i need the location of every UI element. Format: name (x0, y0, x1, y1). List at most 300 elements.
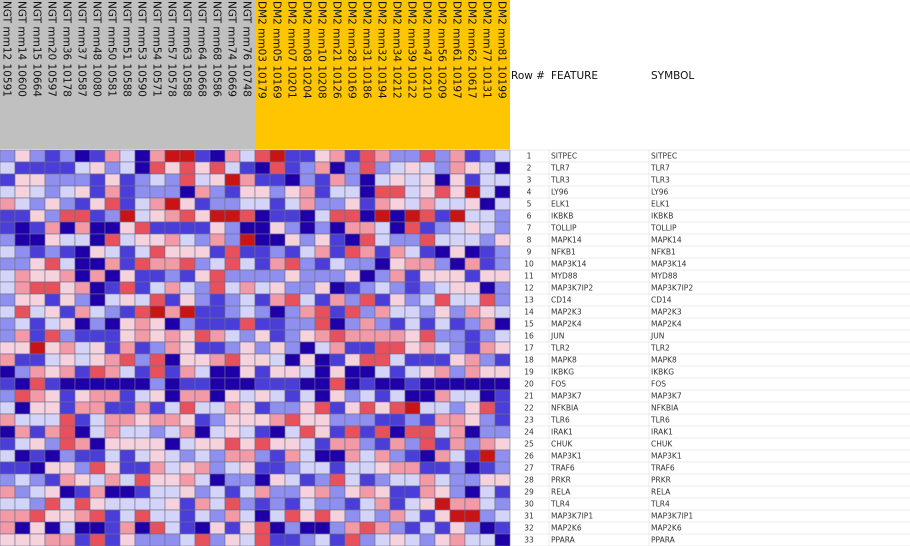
row-symbol: MAPK8 (651, 355, 677, 365)
heatmap-cell (0, 378, 15, 390)
heatmap-cell (225, 378, 240, 390)
heatmap-cell (495, 510, 510, 522)
row-symbol: LY96 (651, 187, 669, 197)
heatmap-cell (165, 186, 180, 198)
heatmap-cell (180, 402, 195, 414)
heatmap-cell (195, 234, 210, 246)
heatmap-cell (405, 474, 420, 486)
heatmap-cell (435, 270, 450, 282)
heatmap-cell (0, 174, 15, 186)
heatmap-cell (165, 426, 180, 438)
row-feature: MAP3K7 (551, 391, 582, 401)
heatmap-cell (300, 294, 315, 306)
column-label: NGT mm12 10591 (0, 1, 13, 97)
heatmap-cell (315, 426, 330, 438)
row-number: 1 (526, 151, 532, 161)
heatmap-cell (195, 462, 210, 474)
heatmap-cell (330, 162, 345, 174)
row-symbol: IKBKG (651, 367, 675, 377)
row-symbol: NFKBIA (651, 403, 679, 413)
heatmap-cell (15, 210, 30, 222)
heatmap-cell (105, 414, 120, 426)
heatmap-cell (75, 222, 90, 234)
heatmap-cell (30, 486, 45, 498)
heatmap-cell (120, 510, 135, 522)
heatmap-cell (375, 342, 390, 354)
heatmap-cell (225, 474, 240, 486)
heatmap-cell (165, 270, 180, 282)
heatmap-cell (0, 270, 15, 282)
heatmap-cell (390, 150, 405, 162)
heatmap-cell (360, 150, 375, 162)
row-number: 6 (526, 211, 532, 221)
heatmap-cell (195, 174, 210, 186)
heatmap-cell (375, 378, 390, 390)
heatmap-cell (15, 174, 30, 186)
heatmap-cell (60, 258, 75, 270)
row-symbol: TLR6 (651, 415, 670, 425)
heatmap-cell (150, 462, 165, 474)
heatmap-cell (300, 186, 315, 198)
heatmap-cell (405, 498, 420, 510)
heatmap-cell (150, 174, 165, 186)
heatmap-cell (150, 186, 165, 198)
row-number: 23 (524, 415, 534, 425)
heatmap-cell (150, 198, 165, 210)
heatmap-cell (75, 450, 90, 462)
heatmap-cell (435, 378, 450, 390)
heatmap-cell (300, 282, 315, 294)
heatmap-cell (420, 234, 435, 246)
heatmap-cell (75, 318, 90, 330)
heatmap-cell (465, 222, 480, 234)
heatmap-cell (405, 150, 420, 162)
heatmap-cell (60, 474, 75, 486)
row-feature: IKBKB (551, 211, 574, 221)
column-label: DM2 mm05 10169 (270, 1, 283, 99)
heatmap-cell (450, 306, 465, 318)
column-label: NGT mm57 10578 (165, 1, 178, 97)
heatmap-cell (375, 438, 390, 450)
heatmap-cell (345, 162, 360, 174)
heatmap-cell (30, 462, 45, 474)
heatmap-cell (255, 534, 270, 546)
heatmap-cell (435, 306, 450, 318)
heatmap-cell (180, 366, 195, 378)
heatmap-cell (210, 198, 225, 210)
heatmap-cell (480, 450, 495, 462)
row-symbol: MAP3K7 (651, 391, 682, 401)
heatmap-cell (450, 534, 465, 546)
heatmap-cell (165, 198, 180, 210)
heatmap-cell (0, 462, 15, 474)
heatmap-cell (15, 282, 30, 294)
row-number: 14 (524, 307, 534, 317)
row-symbol: IKBKB (651, 211, 674, 221)
heatmap-cell (255, 390, 270, 402)
heatmap-cell (15, 474, 30, 486)
heatmap-cell (180, 342, 195, 354)
heatmap-cell (345, 342, 360, 354)
heatmap-cell (15, 186, 30, 198)
row-feature: TLR3 (551, 175, 570, 185)
heatmap-cell (135, 318, 150, 330)
heatmap-cell (120, 198, 135, 210)
heatmap-cell (180, 426, 195, 438)
heatmap-cell (90, 342, 105, 354)
heatmap-cell (165, 438, 180, 450)
heatmap-cell (450, 342, 465, 354)
heatmap-cell (165, 378, 180, 390)
row-feature: TLR6 (551, 415, 570, 425)
heatmap-cell (90, 378, 105, 390)
heatmap-cell (300, 498, 315, 510)
heatmap-cell (180, 186, 195, 198)
heatmap-cell (420, 198, 435, 210)
heatmap-cell (375, 522, 390, 534)
heatmap-cell (165, 222, 180, 234)
heatmap-cell (450, 174, 465, 186)
heatmap-cell (420, 522, 435, 534)
heatmap-cell (60, 234, 75, 246)
heatmap-cell (405, 162, 420, 174)
heatmap-cell (180, 150, 195, 162)
heatmap-cell (90, 186, 105, 198)
heatmap-cell (45, 162, 60, 174)
heatmap-cell (150, 270, 165, 282)
heatmap-cell (15, 306, 30, 318)
heatmap-cell (300, 342, 315, 354)
heatmap-cell (375, 462, 390, 474)
heatmap-cell (120, 402, 135, 414)
heatmap-cell (60, 330, 75, 342)
heatmap-cell (45, 150, 60, 162)
row-feature: IKBKG (551, 367, 575, 377)
heatmap-cell (420, 270, 435, 282)
heatmap-cell (480, 330, 495, 342)
heatmap-cell (345, 366, 360, 378)
heatmap-cell (420, 210, 435, 222)
heatmap-cell (120, 222, 135, 234)
heatmap-cell (330, 534, 345, 546)
heatmap-cell (315, 150, 330, 162)
heatmap-cell (225, 510, 240, 522)
heatmap-cell (90, 534, 105, 546)
heatmap-cell (360, 534, 375, 546)
heatmap-cell (0, 150, 15, 162)
heatmap-cell (240, 474, 255, 486)
heatmap-cell (315, 354, 330, 366)
heatmap-cell (30, 450, 45, 462)
heatmap-cell (195, 150, 210, 162)
heatmap-cell (390, 210, 405, 222)
heatmap-cell (30, 246, 45, 258)
heatmap-cell (75, 414, 90, 426)
row-number: 28 (524, 475, 534, 485)
heatmap-cell (375, 450, 390, 462)
heatmap-cell (315, 210, 330, 222)
heatmap-cell (270, 270, 285, 282)
heatmap-cell (270, 450, 285, 462)
heatmap-cell (30, 390, 45, 402)
feature-header: FEATURE (551, 70, 599, 82)
heatmap-cell (390, 246, 405, 258)
heatmap-cell (75, 366, 90, 378)
heatmap-cell (390, 282, 405, 294)
column-label: DM2 mm03 10179 (255, 1, 268, 99)
heatmap-cell (330, 282, 345, 294)
heatmap-cell (345, 378, 360, 390)
heatmap-cell (315, 306, 330, 318)
heatmap-cell (180, 198, 195, 210)
heatmap-cell (420, 510, 435, 522)
heatmap-cell (45, 234, 60, 246)
heatmap-cell (390, 318, 405, 330)
row-symbol: MAP2K4 (651, 319, 682, 329)
heatmap-cell (315, 162, 330, 174)
heatmap-cell (75, 426, 90, 438)
heatmap-cell (15, 414, 30, 426)
heatmap-cell (225, 486, 240, 498)
heatmap-cell (360, 342, 375, 354)
heatmap-cell (60, 402, 75, 414)
heatmap-cell (120, 246, 135, 258)
heatmap-cell (420, 426, 435, 438)
heatmap-cell (420, 414, 435, 426)
heatmap-cell (375, 270, 390, 282)
heatmap-cell (150, 234, 165, 246)
heatmap-cell (375, 402, 390, 414)
heatmap-cell (180, 222, 195, 234)
heatmap-cell (240, 150, 255, 162)
heatmap-cell (315, 222, 330, 234)
heatmap-cell (345, 414, 360, 426)
heatmap-cell (105, 342, 120, 354)
heatmap-cell (195, 330, 210, 342)
heatmap-cell (165, 150, 180, 162)
heatmap-cell (180, 450, 195, 462)
heatmap-cell (240, 270, 255, 282)
heatmap-cell (420, 534, 435, 546)
heatmap-cell (450, 210, 465, 222)
column-label: DM2 mm39 10122 (405, 1, 418, 99)
heatmap-cell (240, 342, 255, 354)
row-feature: MAP2K4 (551, 319, 582, 329)
heatmap-cell (135, 234, 150, 246)
column-label: NGT mm76 10748 (240, 1, 253, 97)
heatmap-cell (0, 186, 15, 198)
heatmap-cell (60, 294, 75, 306)
heatmap-cell (285, 234, 300, 246)
heatmap-cell (465, 438, 480, 450)
heatmap-cell (495, 186, 510, 198)
heatmap-cell (75, 462, 90, 474)
heatmap-cell (390, 258, 405, 270)
heatmap-cell (210, 414, 225, 426)
heatmap-cell (270, 234, 285, 246)
heatmap-cell (15, 378, 30, 390)
row-feature: MAP3K7IP1 (551, 511, 594, 521)
heatmap-cell (105, 330, 120, 342)
heatmap-cell (420, 222, 435, 234)
heatmap-cell (90, 522, 105, 534)
row-symbol: SITPEC (651, 151, 678, 161)
heatmap-cell (285, 426, 300, 438)
heatmap-cell (210, 222, 225, 234)
heatmap-cell (345, 426, 360, 438)
heatmap-cell (60, 522, 75, 534)
heatmap-cell (270, 294, 285, 306)
heatmap-cell (255, 270, 270, 282)
heatmap-cell (420, 462, 435, 474)
heatmap-cell (315, 402, 330, 414)
column-label: DM2 mm31 10186 (360, 1, 373, 99)
heatmap-cell (435, 174, 450, 186)
heatmap-cell (45, 294, 60, 306)
heatmap-cell (30, 210, 45, 222)
heatmap-cell (285, 354, 300, 366)
heatmap-cell (495, 498, 510, 510)
heatmap-cell (300, 534, 315, 546)
heatmap-cell (435, 282, 450, 294)
heatmap-cell (195, 522, 210, 534)
heatmap-cell (240, 306, 255, 318)
heatmap-cell (180, 318, 195, 330)
heatmap-cell (105, 222, 120, 234)
heatmap-cell (285, 438, 300, 450)
heatmap-cell (450, 486, 465, 498)
heatmap-cell (315, 318, 330, 330)
heatmap-cell (480, 198, 495, 210)
heatmap-cell (450, 498, 465, 510)
heatmap-cell (135, 198, 150, 210)
heatmap-cell (195, 534, 210, 546)
heatmap-cell (180, 438, 195, 450)
heatmap-cell (225, 150, 240, 162)
heatmap-cell (450, 450, 465, 462)
row-symbol: JUN (651, 331, 665, 341)
heatmap-cell (285, 246, 300, 258)
heatmap-cell (120, 174, 135, 186)
heatmap-cell (285, 270, 300, 282)
heatmap-cell (450, 222, 465, 234)
heatmap-cell (270, 354, 285, 366)
heatmap-cell (45, 402, 60, 414)
heatmap-cell (375, 426, 390, 438)
heatmap-cell (360, 510, 375, 522)
heatmap-cell (240, 282, 255, 294)
heatmap-cell (225, 366, 240, 378)
heatmap-cell (105, 270, 120, 282)
heatmap-cell (120, 426, 135, 438)
heatmap-cell (165, 354, 180, 366)
heatmap-cell (315, 282, 330, 294)
heatmap-cell (405, 306, 420, 318)
row-number-header: Row # (511, 70, 545, 82)
heatmap-cell (150, 426, 165, 438)
heatmap-cell (420, 330, 435, 342)
row-symbol: NFKB1 (651, 247, 676, 257)
heatmap-cell (270, 222, 285, 234)
heatmap-cell (195, 414, 210, 426)
heatmap-cell (15, 162, 30, 174)
heatmap-cell (330, 294, 345, 306)
heatmap-cell (315, 450, 330, 462)
heatmap-cell (60, 462, 75, 474)
column-label: DM2 mm77 10131 (480, 1, 493, 99)
heatmap-cell (60, 246, 75, 258)
heatmap-cell (195, 270, 210, 282)
row-feature: RELA (551, 487, 571, 497)
heatmap-cell (300, 318, 315, 330)
heatmap-cell (15, 426, 30, 438)
heatmap-cell (135, 510, 150, 522)
heatmap-cell (270, 258, 285, 270)
heatmap-cell (405, 246, 420, 258)
heatmap-cell (315, 510, 330, 522)
heatmap-cell (435, 354, 450, 366)
heatmap-cell (345, 486, 360, 498)
heatmap-cell (105, 210, 120, 222)
heatmap-cell (465, 426, 480, 438)
row-symbol: CD14 (651, 295, 672, 305)
heatmap-cell (300, 366, 315, 378)
row-feature: MAPK14 (551, 235, 582, 245)
heatmap-cell (75, 342, 90, 354)
heatmap-cell (405, 438, 420, 450)
heatmap-cell (0, 282, 15, 294)
heatmap-cell (495, 390, 510, 402)
heatmap-cell (90, 414, 105, 426)
heatmap-cell (405, 378, 420, 390)
heatmap-cell (45, 354, 60, 366)
heatmap-cell (15, 342, 30, 354)
heatmap-cell (405, 222, 420, 234)
heatmap-cell (135, 438, 150, 450)
row-symbol: MAP3K7IP1 (651, 511, 694, 521)
heatmap-cell (105, 378, 120, 390)
heatmap-cell (210, 402, 225, 414)
heatmap-cell (420, 498, 435, 510)
heatmap-cell (0, 198, 15, 210)
heatmap-cell (75, 498, 90, 510)
heatmap-cell (360, 438, 375, 450)
heatmap-cell (390, 414, 405, 426)
heatmap-cell (465, 258, 480, 270)
heatmap-cell (450, 390, 465, 402)
heatmap-cell (45, 390, 60, 402)
heatmap-cell (390, 450, 405, 462)
heatmap-cell (225, 342, 240, 354)
heatmap-cell (210, 462, 225, 474)
heatmap-cell (45, 246, 60, 258)
heatmap-cell (360, 282, 375, 294)
heatmap-cell (300, 330, 315, 342)
heatmap-cell (90, 174, 105, 186)
heatmap-cell (495, 366, 510, 378)
heatmap-cell (90, 234, 105, 246)
heatmap-cell (90, 222, 105, 234)
heatmap-cell (390, 462, 405, 474)
heatmap-cell (270, 510, 285, 522)
heatmap-cell (465, 354, 480, 366)
heatmap-cell (195, 306, 210, 318)
row-feature: MAP3K14 (551, 259, 587, 269)
heatmap-cell (360, 354, 375, 366)
heatmap-cell (135, 246, 150, 258)
heatmap-cell (75, 174, 90, 186)
heatmap-cell (330, 270, 345, 282)
